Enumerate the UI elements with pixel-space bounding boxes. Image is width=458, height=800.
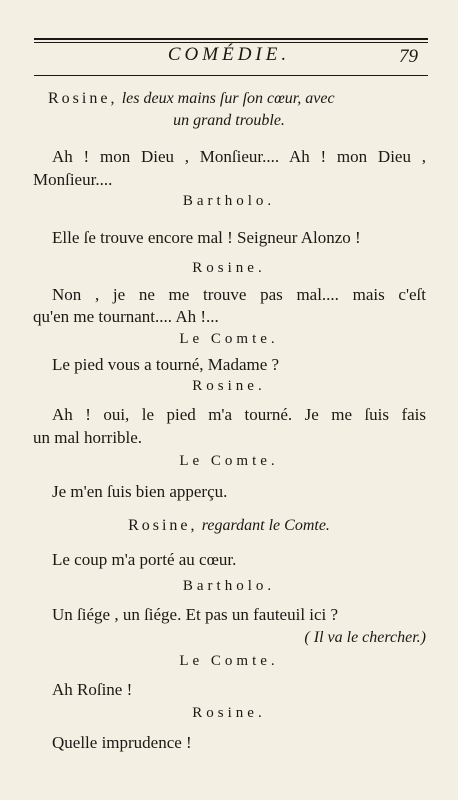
- dialogue-line: Le coup m'a porté au cœur.: [52, 550, 237, 569]
- dialogue-line: Ah Roſine !: [52, 680, 133, 699]
- header-rule-bottom: [34, 75, 428, 76]
- speaker-name: Bartholo.: [182, 193, 276, 209]
- dialogue-line: Quelle imprudence !: [52, 733, 192, 752]
- dialogue-line: un mal horrible.: [33, 428, 143, 447]
- speaker-name: Rosine,: [48, 90, 118, 107]
- speaker-name: Rosine.: [192, 378, 266, 394]
- dialogue-line: Le pied vous a tourné, Madame ?: [52, 355, 280, 374]
- dialogue-line: qu'en me tournant.... Ah !...: [33, 307, 219, 326]
- speaker-line: [48, 88, 335, 108]
- speaker-name: Rosine.: [192, 260, 266, 276]
- dialogue-line: Ah ! oui, le pied m'a tourné. Je me ſuis fais: [52, 405, 426, 424]
- page-number: 79: [399, 46, 418, 67]
- stage-direction: regardant le Comte.: [201, 517, 330, 534]
- dialogue-line: Non , je ne me trouve pas mal.... mais c'eſt: [52, 285, 426, 304]
- dialogue-line: Je m'en ſuis bien apperçu.: [52, 482, 228, 501]
- speaker-name: Le Comte.: [179, 331, 279, 347]
- stage-direction: ( Il va le chercher.): [304, 629, 426, 646]
- speaker-name: Le Comte.: [179, 653, 279, 669]
- dialogue-line: Ah ! mon Dieu , Monſieur.... Ah ! mon Dieu ,: [52, 147, 426, 166]
- speaker-name: Bartholo.: [182, 578, 276, 594]
- speaker-name: Rosine.: [192, 705, 266, 721]
- dialogue-line: Elle ſe trouve encore mal ! Seigneur Alonzo !: [52, 228, 361, 247]
- speaker-line: [0, 515, 458, 535]
- stage-direction: un grand trouble.: [173, 112, 285, 129]
- dialogue-line: Monſieur....: [33, 170, 113, 189]
- stage-direction: les deux mains ſur ſon cœur, avec: [121, 90, 335, 107]
- running-title: COMÉDIE.: [167, 44, 291, 65]
- header-rule-thick: [34, 38, 428, 40]
- dialogue-line: Un ſiége , un ſiége. Et pas un fauteuil ici ?: [52, 605, 339, 624]
- speaker-name: Le Comte.: [179, 453, 279, 469]
- header-rule-thin: [34, 42, 428, 43]
- speaker-name: Rosine,: [128, 517, 198, 534]
